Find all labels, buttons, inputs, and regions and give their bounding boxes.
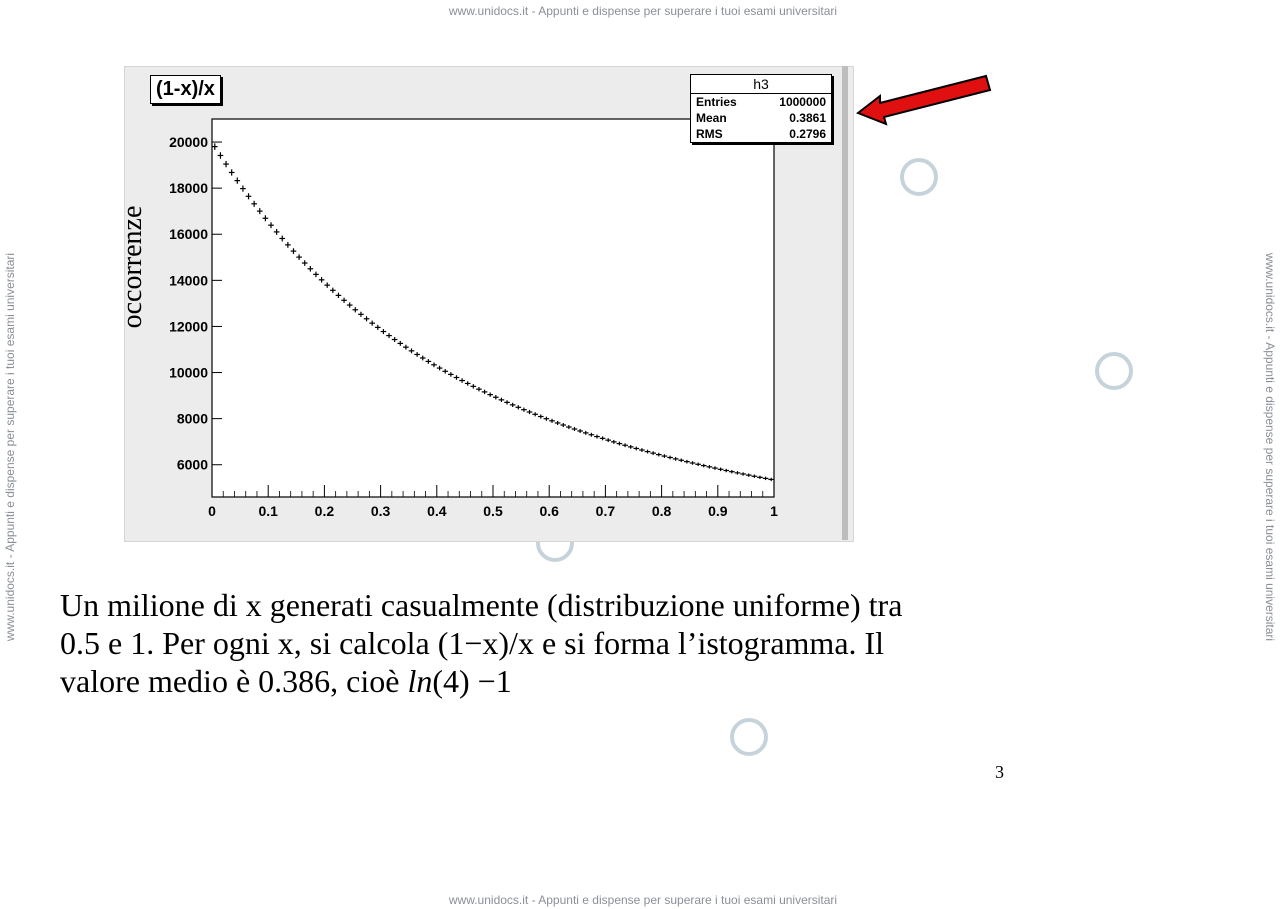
y-axis-label: occorrenze	[117, 205, 148, 329]
stats-entries-value: 1000000	[779, 95, 826, 109]
plot-frame	[212, 119, 774, 497]
watermark-bottom: www.unidocs.it - Appunti e dispense per superare i tuoi esami universitari	[448, 893, 838, 907]
stats-histogram-name: h3	[691, 75, 831, 94]
watermark-right: www.unidocs.it - Appunti e dispense per superare i tuoi esami universitari	[1263, 252, 1277, 642]
x-tick-label: 0.9	[708, 503, 728, 519]
caption-line-2: 0.5 e 1. Per ogni x, si calcola (1−x)/x e si forma l’istogramma. Il	[60, 625, 885, 661]
x-tick-label: 0.8	[651, 503, 672, 519]
x-tick-label: 0.2	[314, 503, 335, 519]
histogram-title: (1-x)/x	[150, 75, 221, 104]
page-number: 3	[995, 762, 1004, 782]
red-arrow-icon	[858, 76, 990, 124]
caption-line-3	[60, 662, 1060, 700]
stats-entries-label: Entries	[696, 95, 737, 109]
x-tick-label: 0.1	[258, 503, 278, 519]
watermark-top: www.unidocs.it - Appunti e dispense per superare i tuoi esami universitari	[448, 4, 838, 18]
y-tick-label: 8000	[176, 410, 208, 427]
caption-line-1: Un milione di x generati casualmente (distribuzione uniforme) tra	[60, 587, 903, 623]
x-tick-label: 0.7	[595, 503, 616, 519]
y-tick-label: 16000	[169, 226, 208, 243]
y-tick-label: 6000	[176, 456, 208, 473]
x-tick-label: 0.5	[483, 503, 503, 519]
x-tick-label: 0.4	[427, 503, 447, 519]
caption-math-ln: ln	[407, 663, 433, 699]
slide-caption	[60, 586, 1060, 700]
y-tick-label: 10000	[169, 364, 208, 381]
caption-line-3-tail: (4) −1	[432, 663, 512, 699]
stats-row-entries	[691, 94, 831, 110]
y-tick-label: 18000	[169, 180, 208, 197]
caption-line-3-text: valore medio è 0.386, cioè	[60, 663, 408, 699]
stats-mean-value: 0.3861	[789, 111, 826, 125]
stats-row-rms	[691, 126, 831, 142]
stats-rms-value: 0.2796	[789, 127, 826, 141]
stats-mean-label: Mean	[696, 111, 727, 125]
stats-box	[690, 74, 832, 143]
stats-rms-label: RMS	[696, 127, 723, 141]
x-tick-label: 0	[208, 503, 216, 519]
stats-row-mean	[691, 110, 831, 126]
watermark-left: www.unidocs.it - Appunti e dispense per superare i tuoi esami universitari	[3, 252, 17, 642]
y-tick-label: 12000	[169, 318, 208, 335]
x-tick-label: 0.3	[370, 503, 391, 519]
y-tick-label: 20000	[169, 134, 208, 151]
x-tick-label: 1	[770, 503, 778, 519]
y-tick-label: 14000	[169, 272, 208, 289]
x-tick-label: 0.6	[539, 503, 559, 519]
